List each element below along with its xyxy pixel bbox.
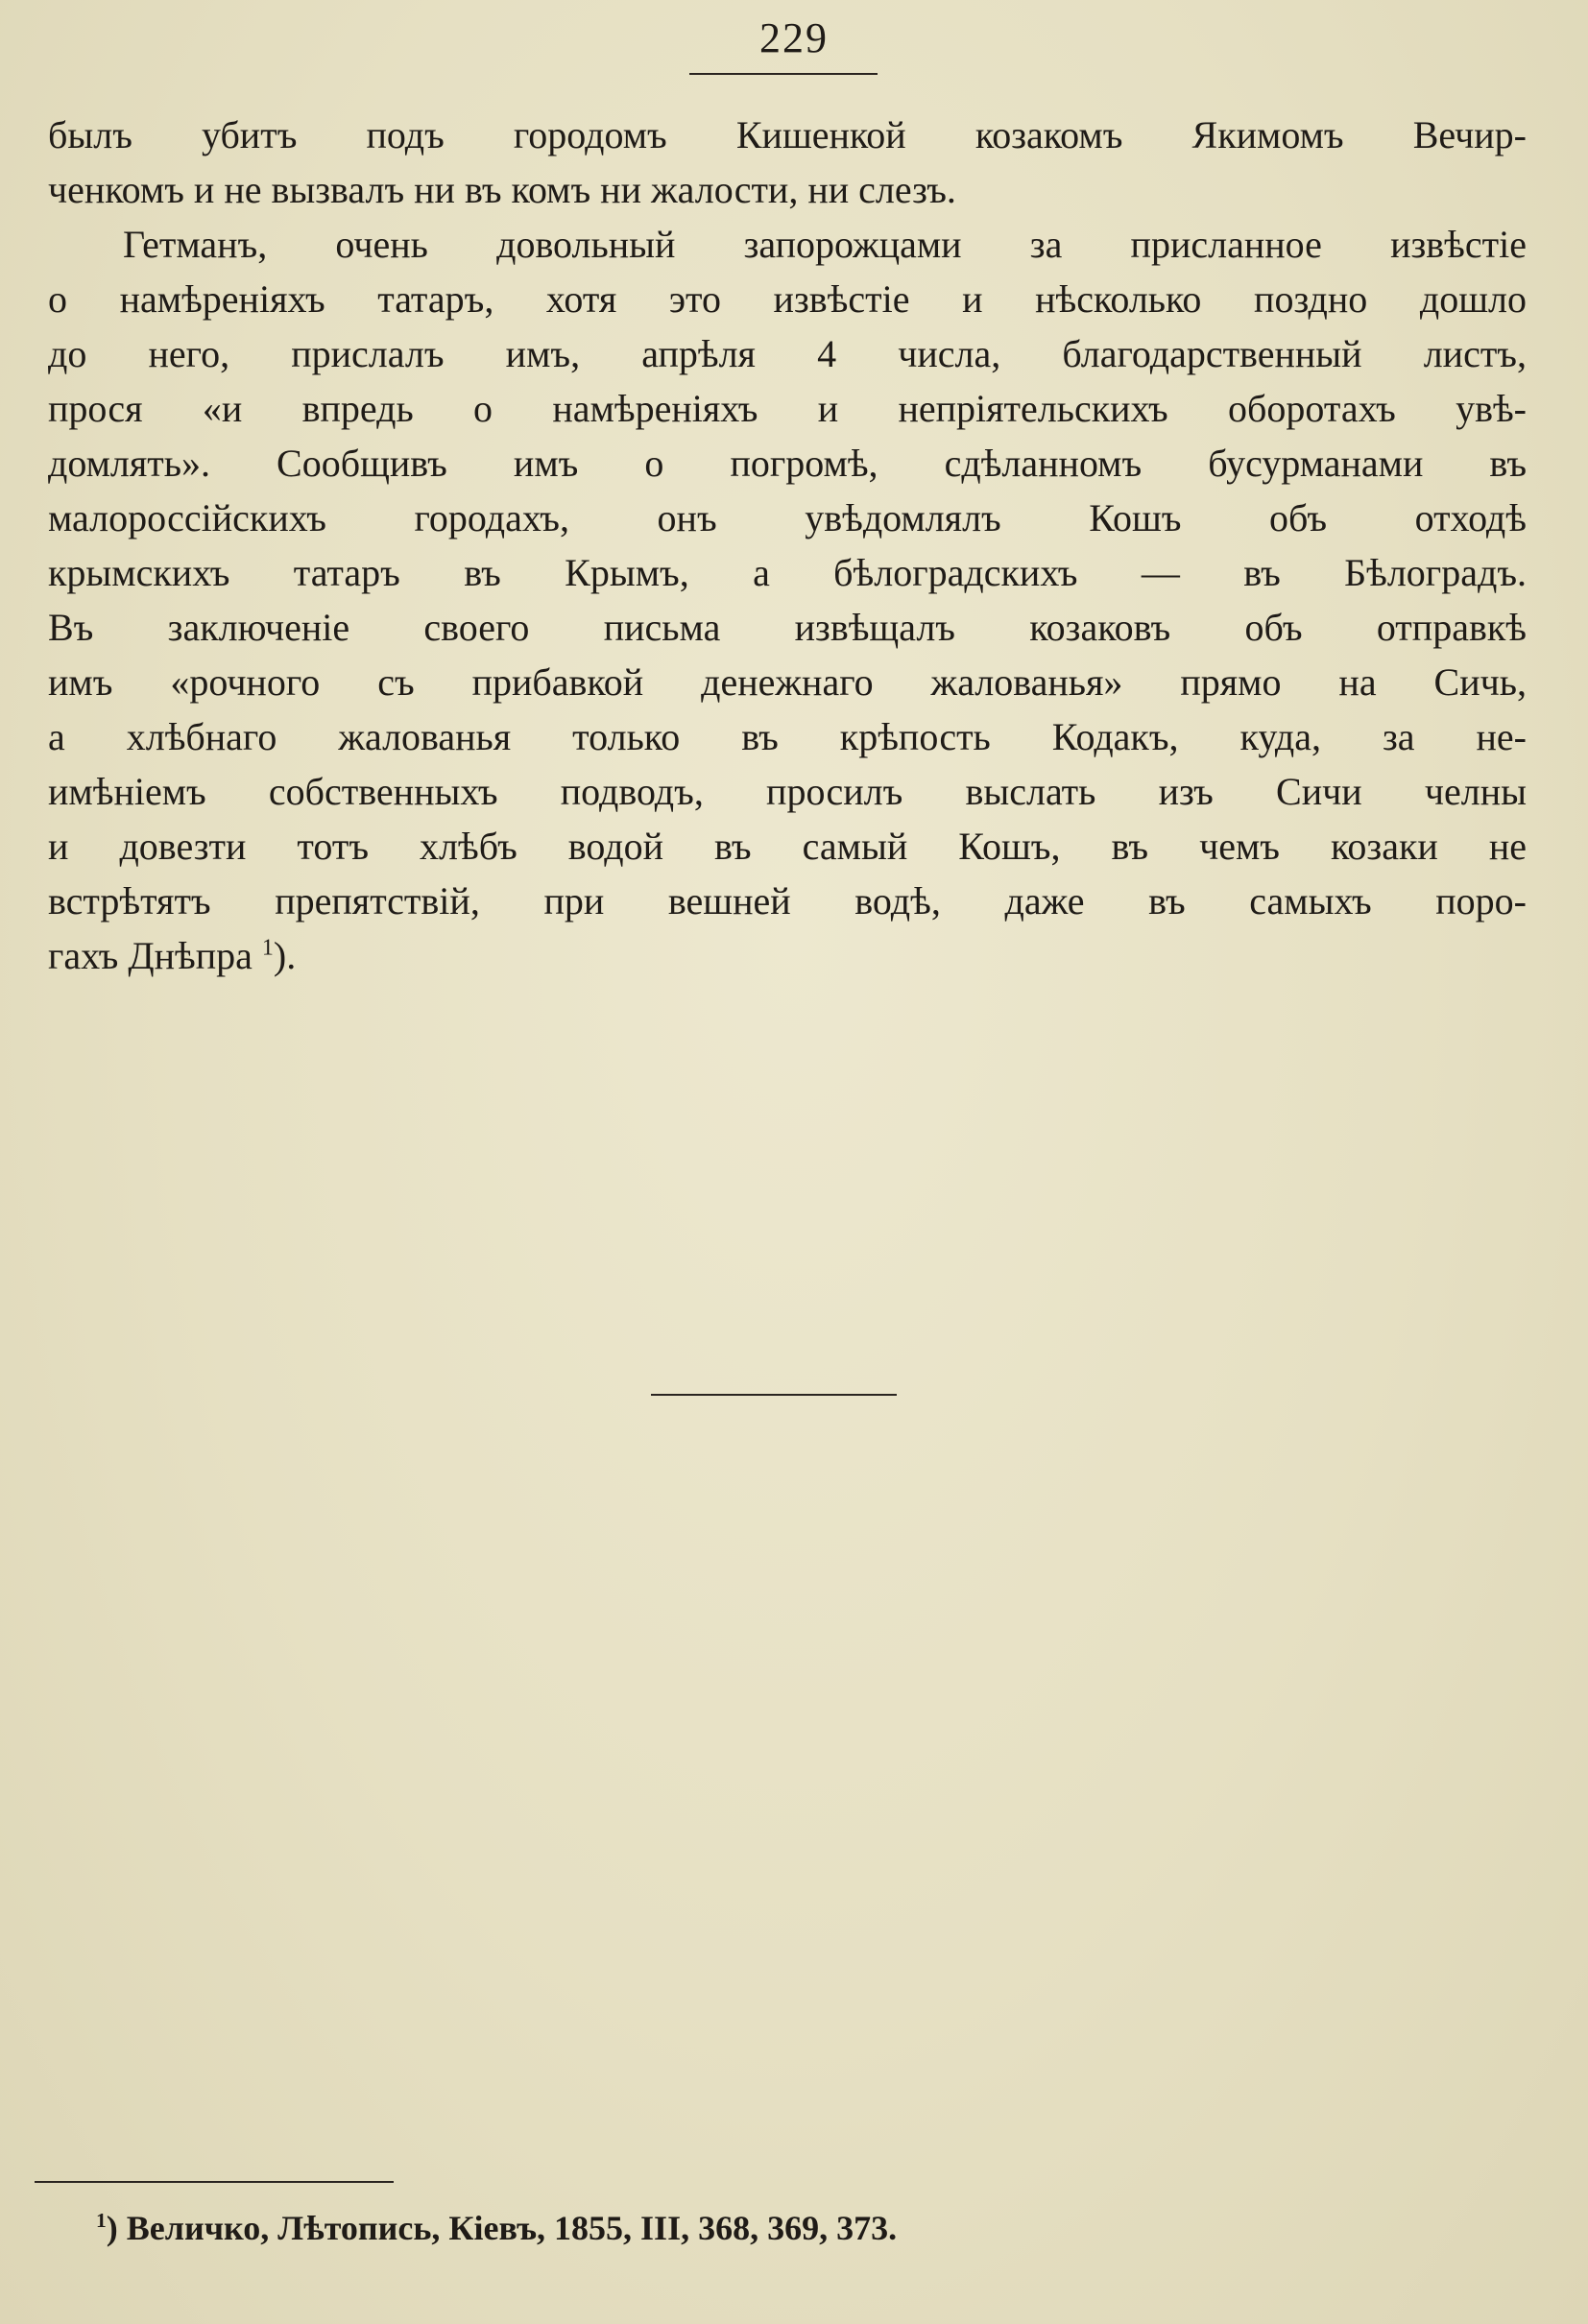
text-line: крымскихъ татаръ въ Крымъ, а бѣлоградскихъ — въ Бѣлоградъ. <box>48 551 1527 594</box>
text-line: былъ убитъ подъ городомъ Кишенкой козакомъ Якимомъ Вечир- <box>48 113 1527 156</box>
text-line: прося «и впредь о намѣреніяхъ и непріятельскихъ оборотахъ увѣ- <box>48 387 1527 430</box>
section-divider <box>651 1394 897 1396</box>
footnote-reference[interactable]: 1 <box>261 935 274 961</box>
text-line: до него, прислалъ имъ, апрѣля 4 числа, благодарственный листъ, <box>48 332 1527 375</box>
text-line: имъ «рочного съ прибавкой денежнаго жалованья» прямо на Сичь, <box>48 660 1527 704</box>
text-line: Гетманъ, очень довольный запорожцами за присланное извѣстіе <box>123 223 1527 266</box>
text-line: о намѣреніяхъ татаръ, хотя это извѣстіе и нѣсколько поздно дошло <box>48 277 1527 321</box>
footnote-marker: 1 <box>96 2209 107 2233</box>
text-line: имѣніемъ собственныхъ подводъ, просилъ выслать изъ Сичи челны <box>48 770 1527 813</box>
footnote-text: Величко, Лѣтопись, Кіевъ, 1855, III, 368, 369, 373. <box>126 2209 898 2247</box>
footnote-divider <box>35 2181 394 2183</box>
text-line: малороссійскихъ городахъ, онъ увѣдомлялъ Кошъ объ отходѣ <box>48 496 1527 539</box>
text-line: и довезти тотъ хлѣбъ водой въ самый Кошъ, въ чемъ козаки не <box>48 825 1527 868</box>
footnote-marker-paren: ) <box>106 2209 118 2247</box>
text-line: встрѣтятъ препятствій, при вешней водѣ, даже въ самыхъ поро- <box>48 879 1527 922</box>
footnote <box>96 2208 897 2248</box>
text-line-text: гахъ Днѣпра <box>48 934 253 977</box>
text-line: домлять». Сообщивъ имъ о погромѣ, сдѣланномъ бусурманами въ <box>48 442 1527 485</box>
page-number-rule <box>689 73 878 75</box>
body-text <box>48 108 1527 983</box>
text-line-final <box>48 928 1527 983</box>
text-line: а хлѣбнаго жалованья только въ крѣпость Кодакъ, куда, за не- <box>48 715 1527 758</box>
closing-punctuation: ). <box>273 934 297 977</box>
page-number: 229 <box>759 14 829 61</box>
text-line: Въ заключеніе своего письма извѣщалъ козаковъ объ отправкѣ <box>48 606 1527 649</box>
text-line: ченкомъ и не вызвалъ ни въ комъ ни жалости, ни слезъ. <box>48 168 956 211</box>
